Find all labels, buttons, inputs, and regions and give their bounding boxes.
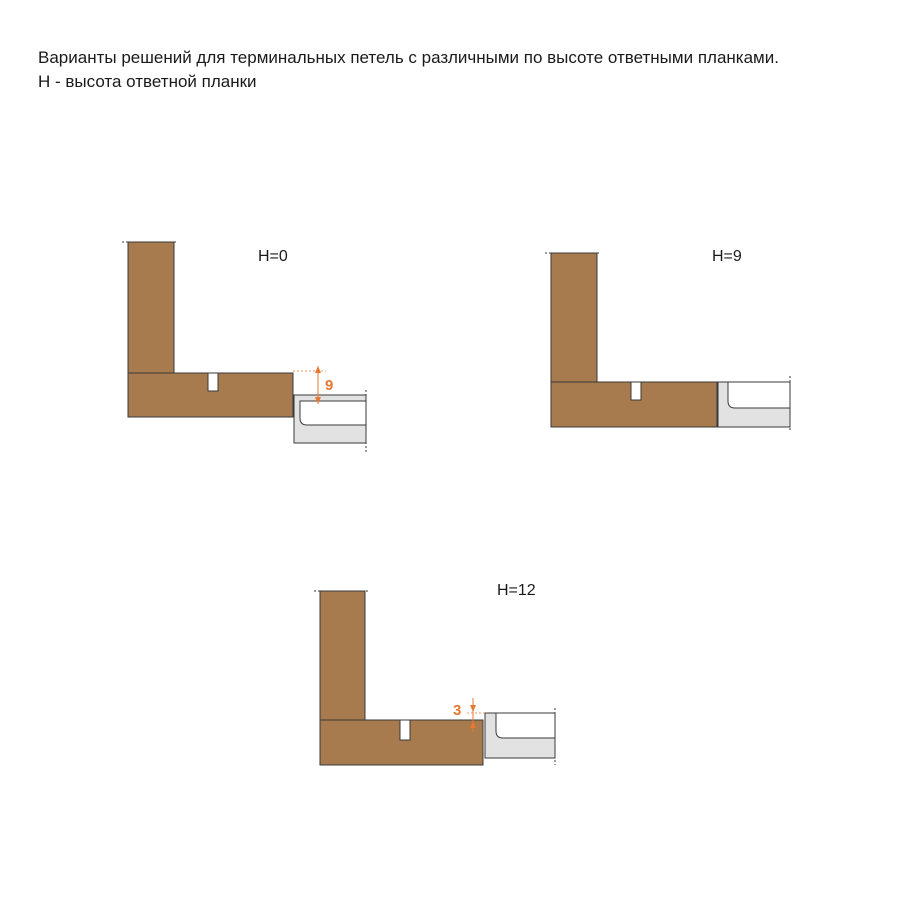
title-line-1: Варианты решений для терминальных петель с различными по высоте ответными планками. bbox=[38, 48, 779, 67]
variant-h0-hinge-cup-slot bbox=[208, 373, 218, 391]
variant-h9-side-panel bbox=[551, 253, 597, 382]
variant-h12-mounting-plate bbox=[485, 713, 555, 758]
variant-h12-side-panel bbox=[320, 591, 365, 720]
title-line-2: H - высота ответной планки bbox=[38, 72, 257, 91]
variant-h0-side-panel bbox=[128, 242, 174, 373]
variant-h9-label: H=9 bbox=[712, 248, 742, 265]
variant-h9-mounting-plate bbox=[718, 382, 790, 427]
variant-h0-dimension-value: 9 bbox=[325, 377, 334, 394]
variant-h0-mounting-plate bbox=[294, 395, 366, 443]
variant-h12-arrow-down bbox=[470, 705, 476, 712]
variant-h9-hinge-cup-slot bbox=[631, 382, 641, 400]
variant-h12-label: H=12 bbox=[497, 582, 536, 599]
variant-h0-label: H=0 bbox=[258, 248, 288, 265]
variant-h0 bbox=[122, 242, 366, 452]
variant-h12-hinge-cup-slot bbox=[400, 720, 410, 740]
variant-h12 bbox=[314, 582, 555, 765]
variant-h12-dimension-value: 3 bbox=[453, 702, 462, 719]
variant-h0-arrow-up bbox=[315, 366, 321, 373]
variant-h9 bbox=[545, 248, 790, 431]
